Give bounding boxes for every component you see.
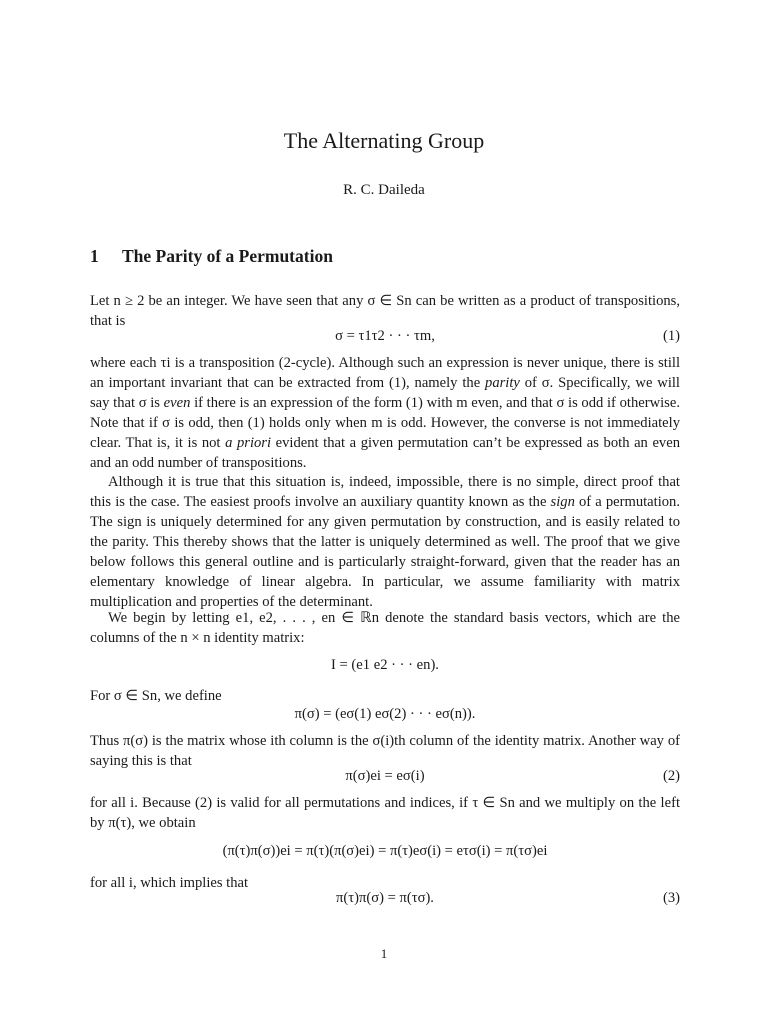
emphasis-even: even (163, 395, 191, 411)
emphasis-sign: sign (550, 494, 575, 510)
section-number: 1 (90, 246, 99, 266)
text-run: Although it is true that this situation is, indeed, impossible, there is no simple, direct proof that this is the case. The easiest proofs involve an auxiliary quantity known as the (90, 474, 680, 510)
paragraph-parity (90, 353, 680, 473)
document-title: The Alternating Group (283, 128, 485, 153)
equation-chain-formula: (π(τ)π(σ))ei = π(τ)(π(σ)ei) = π(τ)eσ(i) = eτσ(i) = π(τσ)ei (222, 843, 548, 859)
paragraph-define: For σ ∈ Sn, we define (90, 688, 222, 704)
equation-pi-definition (90, 706, 680, 728)
equation-1-formula: σ = τ1τ2 · · · τm, (335, 328, 435, 344)
equation-1 (90, 328, 680, 350)
text-run: evident that a given permutation can’t be expressed as both an even and an odd number of transpositions. (90, 435, 680, 471)
text-run: where each τi is a transposition (2-cycle). Although such an expression is never unique, there is still an important invariant that can be extracted from (1), namely the (90, 355, 680, 391)
equation-chain (90, 843, 680, 865)
text-run: of a permutation. The sign is uniquely determined for any given permutation by construction, and is easily related to the parity. This thereby shows that the latter is uniquely determined as well. The proof that we give below follows this general outline and is particularly straight-forward, given that the reader has an elementary knowledge of linear algebra. In particular, we assume familiarity with matrix multiplication and properties of the determinant. (90, 494, 681, 610)
document-author: R. C. Daileda (343, 182, 425, 198)
paragraph-sign (90, 472, 680, 612)
paragraph-multiply: for all i. Because (2) is valid for all permutations and indices, if τ ∈ Sn and we multiply on the left by π(τ), we obtain (90, 795, 680, 831)
equation-3-formula: π(τ)π(σ) = π(τσ). (336, 890, 434, 906)
equation-2-tag: (2) (662, 768, 680, 784)
paragraph-implies: for all i, which implies that (90, 875, 249, 891)
equation-identity (90, 657, 680, 679)
section-heading (90, 246, 333, 267)
equation-3 (90, 890, 680, 912)
text-run: if there is an expression of the form (1) with m even, and that σ is odd if otherwise. Note that if σ is odd, then (1) holds only when m is odd. However, the converse is not immediately clear. That is, it is not (90, 395, 680, 451)
paragraph-intro: Let n ≥ 2 be an integer. We have seen that any σ ∈ Sn can be written as a product of transpositions, that is (90, 293, 680, 329)
paragraph-matrix: Thus π(σ) is the matrix whose ith column is the σ(i)th column of the identity matrix. Another way of saying this is that (90, 733, 680, 769)
equation-3-tag: (3) (662, 890, 680, 906)
equation-2-formula: π(σ)ei = eσ(i) (345, 768, 425, 784)
equation-1-tag: (1) (662, 328, 680, 344)
equation-identity-formula: I = (e1 e2 · · · en). (331, 657, 439, 673)
paragraph-basis: We begin by letting e1, e2, . . . , en ∈ ℝn denote the standard basis vectors, which are the columns of the n × n identity matrix: (90, 610, 680, 646)
equation-2 (90, 768, 680, 790)
equation-pi-definition-formula: π(σ) = (eσ(1) eσ(2) · · · eσ(n)). (294, 706, 476, 722)
page-number: 1 (380, 946, 388, 961)
emphasis-a-priori: a priori (225, 435, 272, 451)
section-title: The Parity of a Permutation (122, 246, 333, 266)
text-run: of σ. Specifically, we will say that σ is (90, 375, 680, 411)
emphasis-parity: parity (485, 375, 520, 391)
